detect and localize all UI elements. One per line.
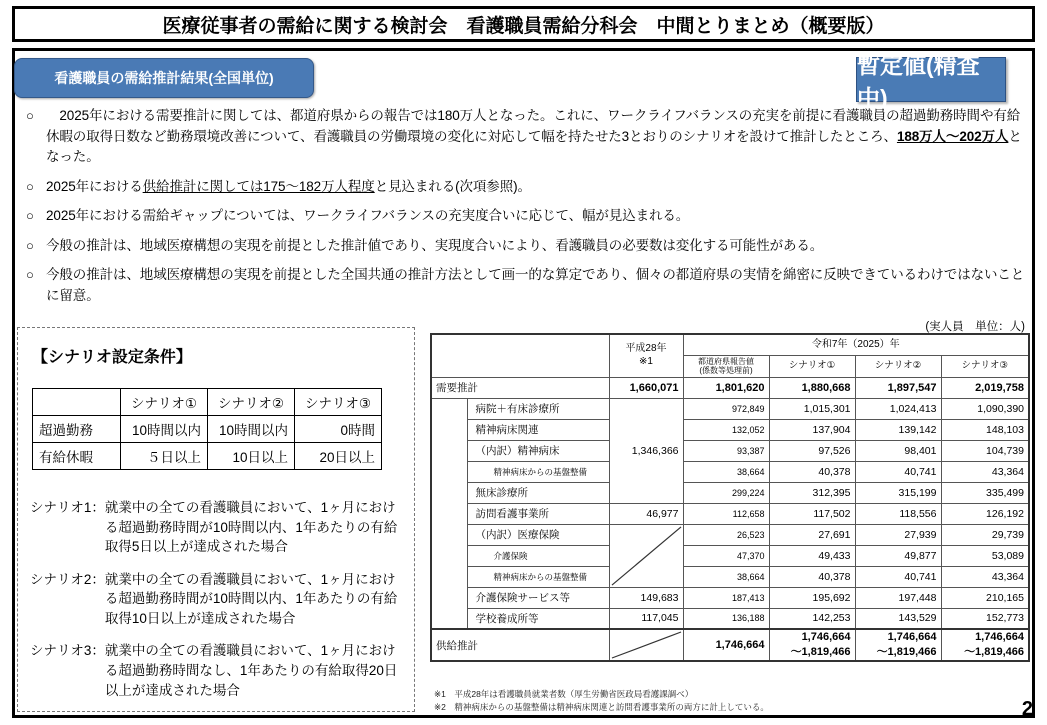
data-cell-scenario-3: 148,103	[941, 419, 1029, 440]
data-cell-supply-scenario-3-line1: 1,746,664	[975, 631, 1024, 644]
table-row-supply-total	[431, 629, 1029, 661]
data-cell-pref-report: 299,224	[683, 482, 769, 503]
scenario-description-item	[30, 570, 404, 629]
cond-col-scenario-3: シナリオ③	[295, 389, 382, 416]
section-chip-label: 看護職員の需給推計結果(全国単位)	[54, 70, 274, 86]
data-cell-scenario-1: 49,433	[769, 545, 855, 566]
data-cell-h28: 117,045	[609, 608, 683, 629]
data-cell-pref-report: 112,658	[683, 503, 769, 524]
data-header-group-2025: 令和7年（2025）年	[683, 334, 1029, 355]
data-header-col-scenario-2: シナリオ②	[855, 355, 941, 377]
data-cell-pref-report: 187,413	[683, 587, 769, 608]
data-cell-scenario-3: 210,165	[941, 587, 1029, 608]
data-cell-scenario-2: 27,939	[855, 524, 941, 545]
cond-row-label-paidleave: 有給休暇	[33, 443, 121, 470]
data-row-label: （内訳）医療保険	[467, 524, 609, 545]
bullet-item	[26, 106, 1026, 168]
bullet-text	[46, 236, 1026, 257]
data-row-label: 訪問看護事業所	[467, 503, 609, 524]
data-cell-scenario-1: 137,904	[769, 419, 855, 440]
bullet-list	[26, 106, 1026, 315]
table-row	[431, 608, 1029, 629]
demand-supply-table	[430, 333, 1030, 662]
data-cell-pref-report: 972,849	[683, 398, 769, 419]
bullet-marker-icon: ○	[26, 267, 34, 283]
data-row-label-demand-total: 需要推計	[431, 377, 609, 398]
data-row-label: 介護保険サービス等	[467, 587, 609, 608]
cond-col-scenario-2: シナリオ②	[208, 389, 295, 416]
data-row-label: （内訳）精神病床	[467, 440, 609, 461]
data-cell-scenario-1: 40,378	[769, 566, 855, 587]
cond-cell-overtime-s1: 10時間以内	[121, 416, 208, 443]
table-row	[431, 419, 1029, 440]
data-cell-scenario-1: 97,526	[769, 440, 855, 461]
section-chip-estimation-result	[14, 58, 314, 98]
status-badge-provisional	[856, 51, 1006, 111]
data-cell-supply-scenario-1	[769, 629, 855, 661]
cond-cell-overtime-s2: 10時間以内	[208, 416, 295, 443]
data-cell-scenario-3: 152,773	[941, 608, 1029, 629]
cond-cell-paidleave-s3: 20日以上	[295, 443, 382, 470]
bullet-text-emphasis: 供給推計に関しては175～182万人程度	[142, 178, 375, 194]
data-cell-h28: 149,683	[609, 587, 683, 608]
bullet-text	[46, 206, 1026, 227]
bullet-text	[46, 106, 1026, 168]
table-row	[33, 416, 382, 443]
footnote-2: ※2 精神病床からの基盤整備は精神病床関連と訪問看護事業所の両方に計上している。	[434, 702, 769, 713]
bullet-marker-icon: ○	[26, 208, 34, 224]
data-cell-scenario-2: 1,024,413	[855, 398, 941, 419]
demand-supply-table-body	[431, 377, 1029, 661]
scenario-name: シナリオ1：	[30, 500, 105, 515]
cond-corner-cell	[33, 389, 121, 416]
cond-cell-paidleave-s2: 10日以上	[208, 443, 295, 470]
scenario-name: シナリオ2：	[30, 571, 105, 587]
table-row	[431, 377, 1029, 398]
data-cell-pref-report: 38,664	[683, 566, 769, 587]
data-cell-scenario-1: 1,015,301	[769, 398, 855, 419]
bullet-marker-icon: ○	[26, 178, 34, 194]
table-row	[431, 440, 1029, 461]
data-cell-scenario-1: 117,502	[769, 503, 855, 524]
data-cell-scenario-1: 312,395	[769, 482, 855, 503]
footnote-1: ※1 平成28年は看護職員就業者数（厚生労働省医政局看護課調べ）	[434, 689, 694, 699]
cond-cell-overtime-s3: 0時間	[295, 416, 382, 443]
data-cell-scenario-2: 315,199	[855, 482, 941, 503]
data-header-col-scenario-1: シナリオ①	[769, 355, 855, 377]
page-number: 2	[1021, 698, 1033, 720]
data-header-corner	[431, 334, 609, 377]
data-cell-pref-report: 38,664	[683, 461, 769, 482]
data-cell-pref-report: 132,052	[683, 419, 769, 440]
data-cell-pref-report: 47,370	[683, 545, 769, 566]
scenario-description-item	[30, 498, 404, 557]
data-cell-h28-demand-total: 1,660,071	[609, 377, 683, 398]
data-row-label: 精神病床からの基盤整備	[467, 461, 609, 482]
units-note: (実人員 単位：人)	[925, 321, 1025, 333]
data-cell-supply-scenario-1-line2: ～1,819,466	[790, 646, 851, 659]
bullet-item	[26, 177, 1026, 198]
data-cell-scenario-3: 104,739	[941, 440, 1029, 461]
data-header-col-h28-line1: 平成28年	[625, 343, 667, 355]
bullet-text-span: となった。	[46, 128, 1022, 165]
data-cell-supply-scenario-1-line1: 1,746,664	[801, 631, 851, 644]
data-row-label: 学校養成所等	[467, 608, 609, 629]
cond-col-scenario-1: シナリオ①	[121, 389, 208, 416]
data-header-col-pref-line1: 都道府県報告値	[698, 356, 754, 366]
data-cell-scenario-3: 1,090,390	[941, 398, 1029, 419]
bullet-item	[26, 206, 1026, 227]
data-cell-scenario-2: 143,529	[855, 608, 941, 629]
bullet-text-span: 2025年における	[46, 178, 143, 194]
table-row	[33, 443, 382, 470]
cond-cell-paidleave-s1: ５日以上	[121, 443, 208, 470]
data-header-col-h28	[609, 334, 683, 377]
data-cell-scenario-2: 40,741	[855, 461, 941, 482]
data-cell-supply-scenario-3-line2: ～1,819,466	[964, 646, 1024, 659]
scenario-body: 就業中の全ての看護職員において、1ヶ月における超過勤務時間が10時間以内、1年あたりの有給取得10日以上が達成された場合	[104, 571, 398, 626]
scenario-settings-heading: 【シナリオ設定条件】	[32, 349, 192, 366]
data-cell-scenario-3: 53,089	[941, 545, 1029, 566]
data-cell-scenario-3: 43,364	[941, 461, 1029, 482]
table-row	[431, 398, 1029, 419]
data-cell-scenario-2: 118,556	[855, 503, 941, 524]
bullet-item	[26, 265, 1026, 306]
data-cell-supply-scenario-2-line1: 1,746,664	[887, 631, 937, 644]
data-row-label: 介護保険	[467, 545, 609, 566]
data-cell-scenario-2: 40,741	[855, 566, 941, 587]
table-header-row	[33, 389, 382, 416]
data-cell-supply-pref-report: 1,746,664	[683, 629, 769, 661]
data-cell-scenario-1: 1,880,668	[769, 377, 855, 398]
data-cell-scenario-3: 29,739	[941, 524, 1029, 545]
cond-row-label-overtime: 超過勤務	[33, 416, 121, 443]
data-row-label: 精神病床からの基盤整備	[467, 566, 609, 587]
data-cell-scenario-3: 2,019,758	[941, 377, 1029, 398]
bullet-text	[46, 265, 1026, 306]
table-header-row	[431, 334, 1029, 355]
data-row-label: 病院＋有床診療所	[467, 398, 609, 419]
bullet-text-span: 2025年における需要推計に関しては、都道府県からの報告では180万人となった。これに、ワークライフバランスの充実を前提に看護職員の超過勤務時間や有給休暇の取得日数など勤務環境改善について、看護職員の労働環境の変化に対応して幅を持たせた3とおりのシナリオを設けて推計したところ、	[46, 108, 1021, 144]
table-row	[431, 566, 1029, 587]
data-row-group-spacer	[431, 398, 467, 629]
data-cell-scenario-1: 195,692	[769, 587, 855, 608]
scenario-body: 就業中の全ての看護職員において、1ヶ月における超過勤務時間が10時間以内、1年あたりの有給取得5日以上が達成された場合	[104, 500, 398, 555]
data-row-label: 精神病床関連	[467, 419, 609, 440]
table-row	[431, 587, 1029, 608]
bullet-text-emphasis: 188万人～202万人	[896, 128, 1009, 144]
data-cell-scenario-2: 1,897,547	[855, 377, 941, 398]
data-cell-scenario-2: 98,401	[855, 440, 941, 461]
bullet-marker-icon: ○	[26, 108, 34, 123]
table-row	[431, 461, 1029, 482]
scenario-description-item	[30, 641, 404, 700]
data-cell-scenario-1: 27,691	[769, 524, 855, 545]
data-cell-pref-report: 26,523	[683, 524, 769, 545]
data-cell-scenario-3: 43,364	[941, 566, 1029, 587]
data-cell-supply-scenario-2	[855, 629, 941, 661]
bullet-item	[26, 236, 1026, 257]
slide-title-bar	[12, 6, 1035, 42]
data-header-col-pref-line2: (係数等処理前)	[699, 366, 753, 376]
data-cell-pref-report: 136,188	[683, 608, 769, 629]
data-cell-supply-scenario-2-line2: ～1,819,466	[876, 646, 937, 659]
data-cell-h28-hospital-group: 1,346,366	[609, 398, 683, 503]
scenario-condition-table	[32, 388, 382, 470]
table-row	[431, 524, 1029, 545]
status-badge-label: 暫定値(精査中)	[857, 51, 980, 111]
table-row	[431, 503, 1029, 524]
footnotes	[434, 688, 769, 714]
scenario-body: 就業中の全ての看護職員において、1ヶ月における超過勤務時間なし、1年あたりの有給取得20日以上が達成された場合	[104, 643, 398, 698]
data-cell-h28-visiting-nursing: 46,977	[609, 503, 683, 524]
scenario-name: シナリオ3：	[30, 643, 105, 659]
data-cell-scenario-2: 197,448	[855, 587, 941, 608]
data-cell-scenario-3: 126,192	[941, 503, 1029, 524]
data-cell-h28-diagonal-blank	[609, 524, 683, 587]
bullet-text	[46, 177, 1026, 198]
data-header-col-pref	[683, 355, 769, 377]
data-row-label: 無床診療所	[467, 482, 609, 503]
demand-supply-table-wrap	[430, 333, 1028, 662]
data-cell-supply-scenario-3	[941, 629, 1029, 661]
data-header-col-h28-line2: ※1	[639, 355, 653, 367]
bullet-text-span: 今般の推計は、地域医療構想の実現を前提とした全国共通の推計方法として画一的な算定であり、個々の都道府県の実情を綿密に反映できているわけではないことに留意。	[46, 267, 1025, 303]
data-cell-pref-report: 1,801,620	[683, 377, 769, 398]
data-cell-scenario-2: 139,142	[855, 419, 941, 440]
bullet-marker-icon: ○	[26, 237, 34, 253]
bullet-text-span: 今般の推計は、地域医療構想の実現を前提とした推計値であり、実現度合いにより、看護職員の必要数は変化する可能性がある。	[46, 237, 824, 253]
data-cell-scenario-1: 40,378	[769, 461, 855, 482]
data-row-label-supply-total: 供給推計	[431, 629, 609, 661]
scenario-description-list	[30, 498, 404, 713]
data-cell-scenario-2: 49,877	[855, 545, 941, 566]
page-title: 医療従事者の需給に関する検討会 看護職員需給分科会 中間とりまとめ（概要版）	[162, 15, 885, 37]
data-cell-supply-h28-diagonal-blank	[609, 629, 683, 661]
data-cell-pref-report: 93,387	[683, 440, 769, 461]
data-cell-scenario-1: 142,253	[769, 608, 855, 629]
table-row	[431, 482, 1029, 503]
table-row	[431, 545, 1029, 566]
bullet-text-span: と見込まれる(次項参照)。	[374, 178, 531, 194]
scenario-settings-panel	[17, 327, 415, 712]
data-cell-scenario-3: 335,499	[941, 482, 1029, 503]
bullet-text-span: 2025年における需給ギャップについては、ワークライフバランスの充実度合いに応じて、幅が見込まれる。	[46, 208, 690, 224]
data-header-col-scenario-3: シナリオ③	[941, 355, 1029, 377]
